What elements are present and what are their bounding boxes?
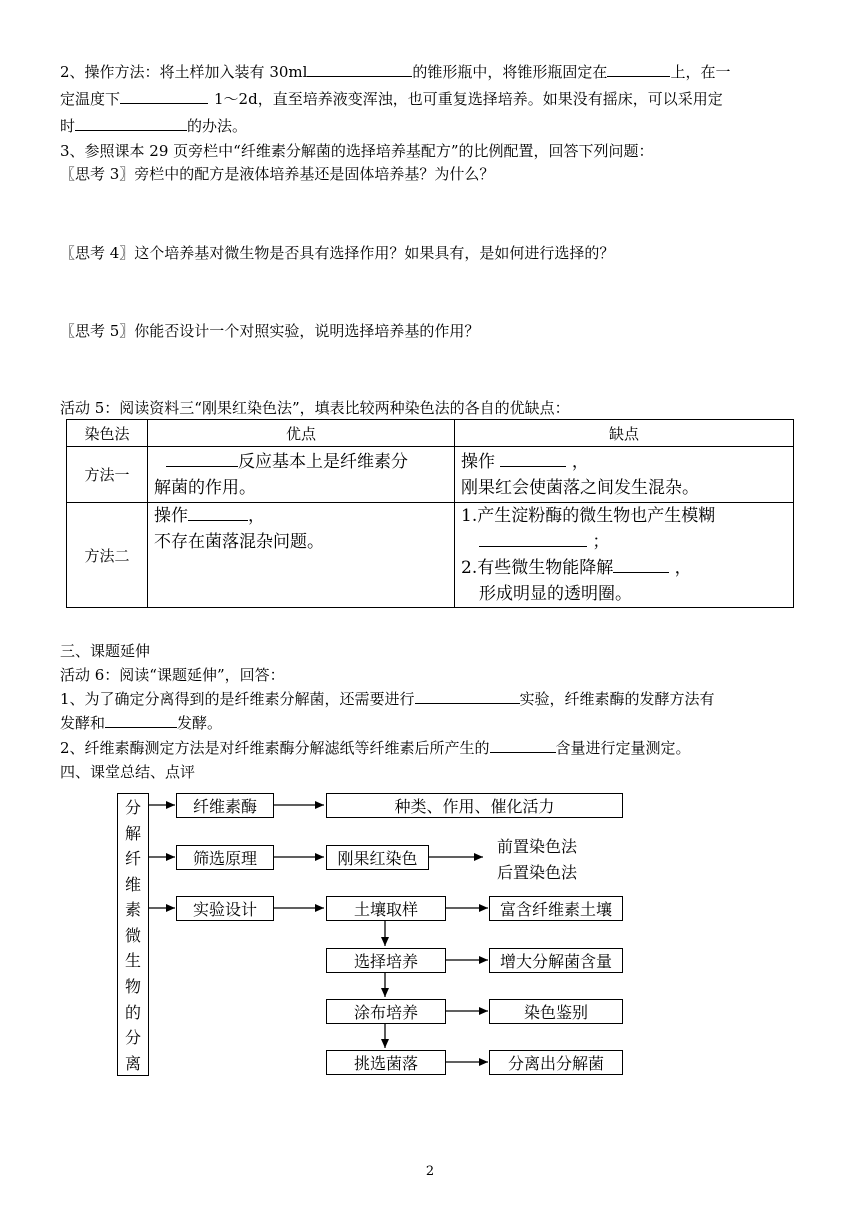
pre-staining-label: 前置染色法 [497,837,578,856]
header-cons: 缺点 [455,420,794,447]
box-result: 增大分解菌含量 [489,948,623,973]
text: 上，在一 [670,63,731,81]
char: 维 [124,874,141,894]
box-design: 实验设计 [176,896,274,921]
text: 发酵和 [60,714,106,732]
text: 的办法。 [187,117,248,135]
box-result: 染色鉴别 [489,999,623,1024]
text: 不存在菌落混杂问题。 [154,532,324,552]
char: 解 [124,823,141,843]
text: 操作 [154,506,188,526]
activity-5: 活动 5：阅读资料三“刚果红染色法”，填表比较两种染色法的各自的优缺点： [60,399,570,417]
text: 1～2d，直至培养液变浑浊，也可重复选择培养。如果没有摇床，可以采用定 [214,90,723,108]
section-3-title: 三、课题延伸 [60,642,151,660]
char: 纤 [124,849,141,869]
box-step: 选择培养 [326,948,446,973]
text: ， [674,558,692,578]
char: 离 [124,1053,141,1073]
char: 物 [124,976,141,996]
question-4: 〖思考 4〗这个培养基对微生物是否具有选择作用？如果具有，是如何进行选择的？ [60,244,615,262]
text: 含量进行定量测定。 [555,739,691,757]
text: ， [248,506,265,526]
text: 操作 [461,451,495,472]
char: 素 [124,900,141,920]
char: 的 [124,1002,141,1022]
box-result: 分离出分解菌 [489,1050,623,1075]
text: 发酵。 [177,714,223,732]
text: 时 [60,117,76,135]
char: 生 [124,951,141,971]
question-5: 〖思考 5〗你能否设计一个对照实验，说明选择培养基的作用？ [60,322,480,340]
text: 刚果红会使菌落之间发生混杂。 [461,477,699,498]
box-step: 涂布培养 [326,999,446,1024]
box-step: 挑选菌落 [326,1050,446,1075]
text: 定温度下 [60,90,121,108]
text: 2、操作方法：将土样加入装有 30ml [60,63,308,81]
char: 分 [124,1028,141,1048]
box-enzyme-detail: 种类、作用、催化活力 [326,793,623,818]
text: 实验，纤维素酶的发酵方法有 [519,690,715,708]
text: 2、纤维素酶测定方法是对纤维素酶分解滤纸等纤维素后所产生的 [60,739,490,757]
text: ； [592,532,610,552]
diagram-vertical-title [117,793,149,1076]
reference-line: 3、参照课本 29 页旁栏中“纤维素分解菌的选择培养基配方”的比例配置，回答下列问题： [60,142,654,160]
page-number: 2 [425,1164,435,1179]
box-result: 富含纤维素土壤 [489,896,623,921]
method-two-label: 方法二 [67,503,148,608]
char: 分 [124,798,141,818]
box-principle: 筛选原理 [176,845,274,870]
text: 2.有些微生物能降解 [461,558,614,578]
text: ， [571,451,589,472]
box-enzyme: 纤维素酶 [176,793,274,818]
activity-6: 活动 6：阅读“课题延伸”，回答： [60,666,285,684]
text: 1.产生淀粉酶的微生物也产生模糊 [461,506,716,526]
text: 反应基本上是纤维素分 [238,451,408,472]
post-staining-label: 后置染色法 [497,863,578,882]
header-pros: 优点 [148,420,455,447]
question-3: 〖思考 3〗旁栏中的配方是液体培养基还是固体培养基？为什么？ [60,165,495,183]
text: 形成明显的透明圈。 [479,584,632,604]
method-one-label: 方法一 [67,447,148,503]
text: 1、为了确定分离得到的是纤维素分解菌，还需要进行 [60,690,415,708]
char: 微 [124,925,141,945]
text: 的锥形瓶中，将锥形瓶固定在 [412,63,608,81]
box-step: 土壤取样 [326,896,446,921]
section-4-title: 四、课堂总结、点评 [60,763,196,781]
text: 解菌的作用。 [154,477,256,498]
box-congo-red: 刚果红染色 [326,845,429,870]
header-method: 染色法 [67,420,148,447]
